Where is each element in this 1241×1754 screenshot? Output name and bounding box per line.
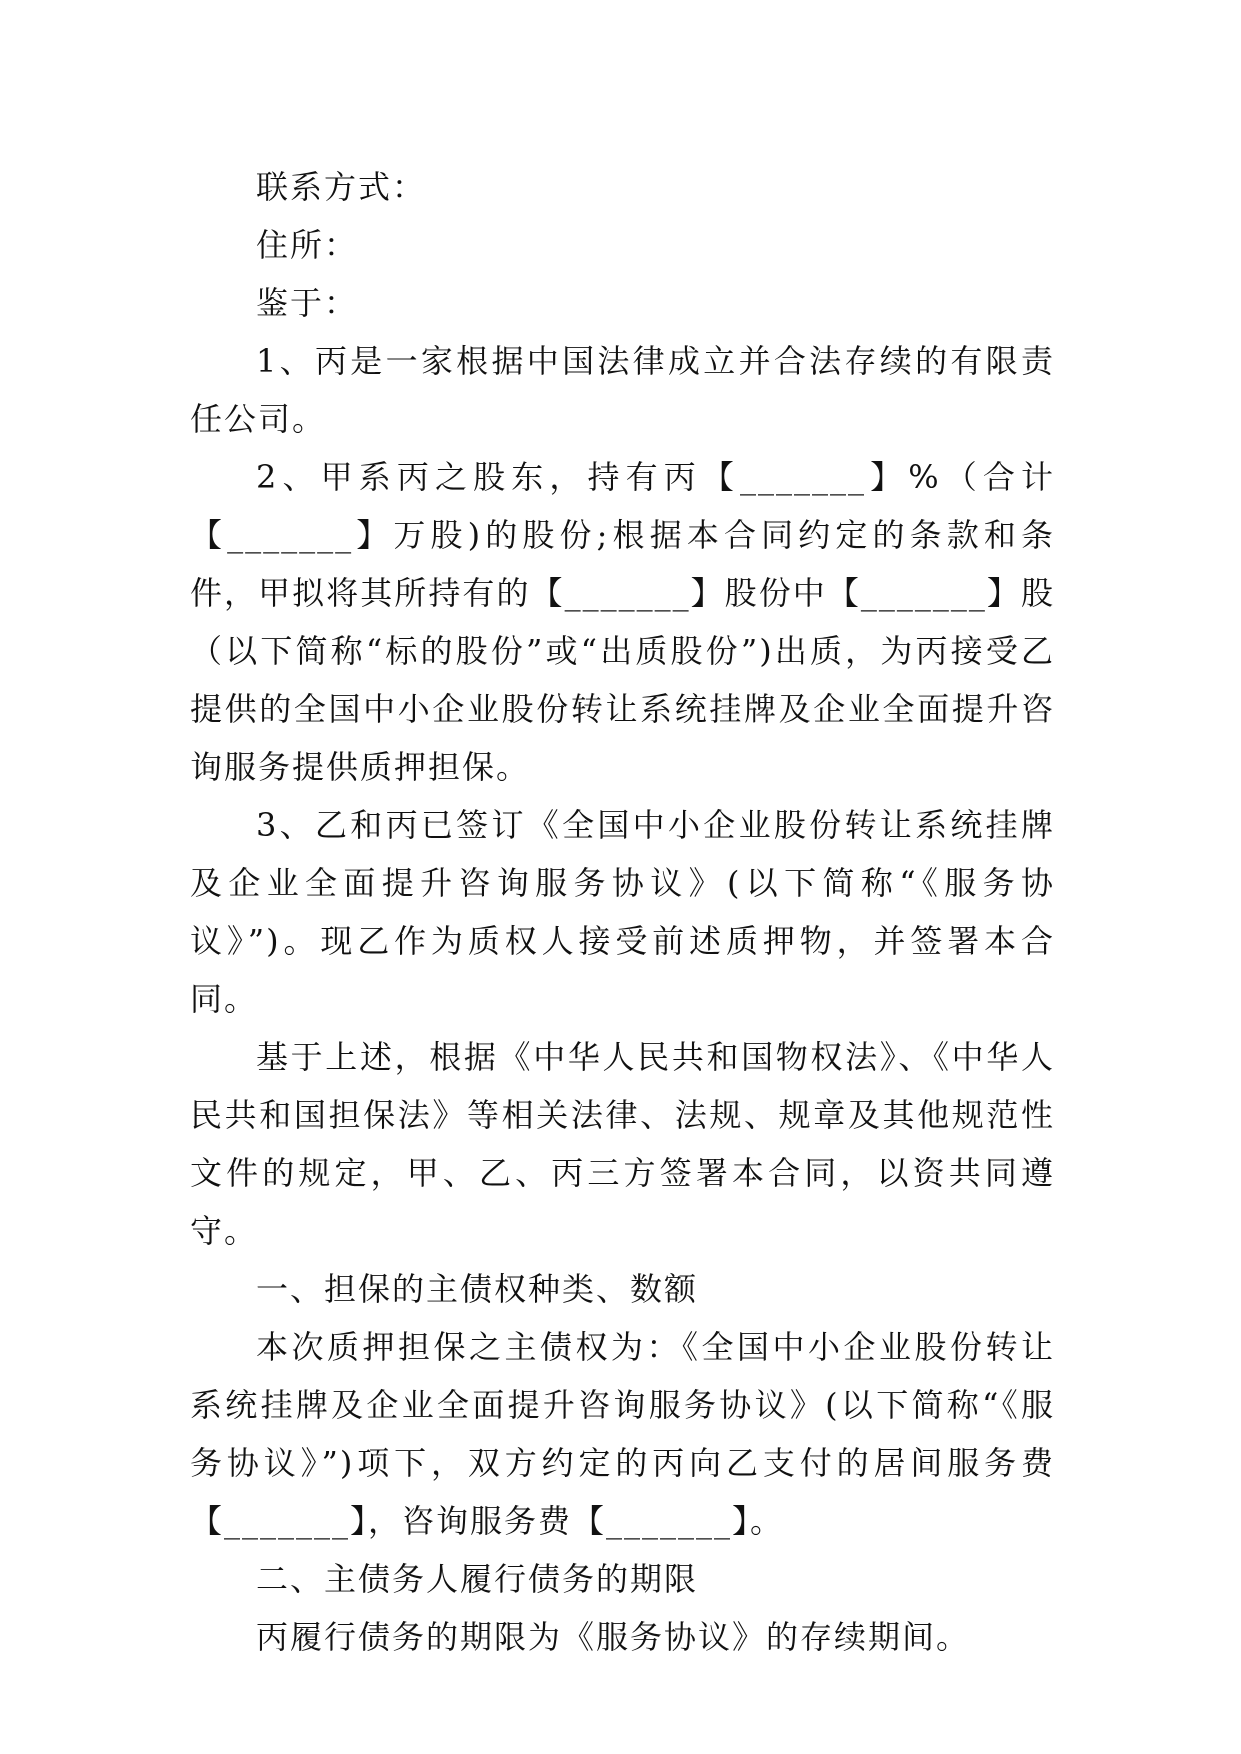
address-label: 住所： [256,226,359,264]
contact-label: 联系方式： [256,168,427,206]
recital-1: 1、丙是一家根据中国法律成立并合法存续的有限责任公司。 [190,342,1055,438]
recital-3: 3、乙和丙已签订《全国中小企业股份转让系统挂牌及企业全面提升咨询服务协议》(以下简称“《服务协议》”)。现乙作为质权人接受前述质押物，并签署本合同。 [190,806,1055,1018]
section-2-heading: 二、主债务人履行债务的期限 [256,1560,699,1598]
basis-paragraph: 基于上述，根据《中华人民共和国物权法》、《中华人民共和国担保法》等相关法律、法规、规章及其他规范性文件的规定，甲、乙、丙三方签署本合同，以资共同遵守。 [190,1038,1055,1250]
document-page [190,158,1055,1666]
recital-2: 2、甲系丙之股东，持有丙【_______】%（合计【_______】万股)的股份;根据本合同约定的条款和条件，甲拟将其所持有的【_______】股份中【_______】股（以下简称“标的股份”或“出质股份”)出质，为丙接受乙提供的全国中小企业股份转让系统挂牌及企业全面提升咨询服务提供质押担保。 [190,458,1055,786]
section-1-heading: 一、担保的主债权种类、数额 [256,1270,699,1308]
section-1-body: 本次质押担保之主债权为：《全国中小企业股份转让系统挂牌及企业全面提升咨询服务协议》(以下简称“《服务协议》”)项下，双方约定的丙向乙支付的居间服务费【_______】，咨询服务费【_______】。 [190,1328,1055,1540]
section-2-body: 丙履行债务的期限为《服务协议》的存续期间。 [256,1618,971,1656]
whereas-heading: 鉴于： [256,284,359,322]
